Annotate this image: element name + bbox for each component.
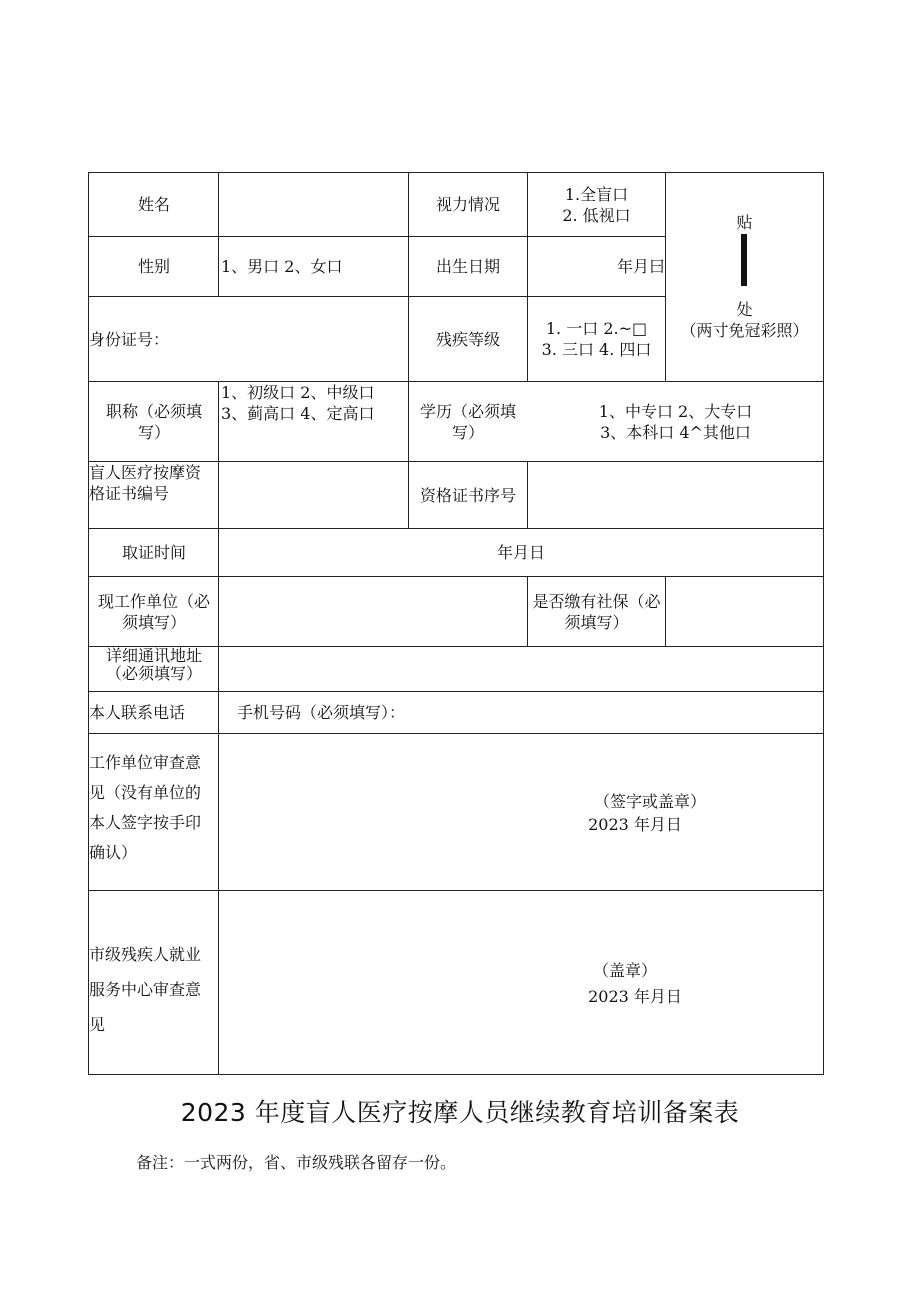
photo-placeholder-bar <box>741 234 747 286</box>
social-security-field[interactable] <box>666 577 823 646</box>
city-review-label: 市级残疾人就业 服务中心审查意 见 <box>89 945 202 1034</box>
education-option-1[interactable]: 1、中专口 2、大专口 <box>598 401 753 421</box>
id-number-label[interactable]: 身份证号： <box>89 329 170 349</box>
name-label: 姓名 <box>137 195 170 214</box>
education-label: 学历（必须填 写） <box>419 401 516 442</box>
footnote: 备注：一式两份，省、市级残联各留存一份。 <box>136 1153 457 1172</box>
name-field[interactable] <box>219 173 408 236</box>
phone-field[interactable]: 手机号码（必须填写）： <box>237 702 406 722</box>
education-option-2[interactable]: 3、本科口 4^其他口 <box>600 422 751 442</box>
photo-label-spec: （两寸免冠彩照） <box>680 321 809 340</box>
form-title: 2023 年度盲人医疗按摩人员继续教育培训备案表 <box>180 1098 740 1127</box>
gender-label: 性别 <box>137 257 170 276</box>
job-title-options[interactable] <box>221 382 408 461</box>
job-title-option-2[interactable]: 3、蓟高口 4、定高口 <box>221 404 375 423</box>
photo-label-place: 处 <box>736 300 753 319</box>
gender-options[interactable]: 1、男口 2、女口 <box>221 257 343 276</box>
employer-label: 现工作单位（必 须填写） <box>97 591 210 632</box>
job-title-label: 职称（必须填 写） <box>105 401 202 442</box>
disability-option-1[interactable]: 1. 一口 2.~□ <box>545 319 648 338</box>
address-field[interactable] <box>219 647 823 690</box>
city-review-date[interactable]: 2023 年月日 <box>588 986 682 1006</box>
employer-sign-hint: （签字或盖章） <box>593 791 706 811</box>
cert-time-label: 取证时间 <box>121 543 186 562</box>
photo-label-paste: 贴 <box>736 212 753 232</box>
birth-label: 出生日期 <box>435 257 500 276</box>
social-security-label: 是否缴有社保（必 须填写） <box>532 591 661 632</box>
address-label: 详细通讯地址 （必须填写） <box>105 646 202 683</box>
cert-number-field[interactable] <box>219 462 408 528</box>
vision-option-2[interactable]: 2. 低视口 <box>562 205 631 225</box>
city-seal-hint: （盖章） <box>592 960 657 980</box>
disability-option-2[interactable]: 3. 三口 4. 四口 <box>541 340 652 359</box>
employer-review-label: 工作单位审查意 见（没有单位的 本人签字按手印 确认） <box>89 753 202 862</box>
disability-options[interactable] <box>528 297 665 381</box>
disability-label: 残疾等级 <box>435 329 500 349</box>
job-title-option-1[interactable]: 1、初级口 2、中级口 <box>221 383 375 402</box>
education-options[interactable] <box>528 382 823 461</box>
cert-number-label: 盲人医疗按摩资 格证书编号 <box>89 463 202 503</box>
employer-field[interactable] <box>219 577 527 646</box>
employer-review-date[interactable]: 2023 年月日 <box>588 814 682 834</box>
birth-field[interactable]: 年月曰 <box>616 257 665 276</box>
cert-serial-field[interactable] <box>528 462 823 528</box>
cert-time-field[interactable]: 年月日 <box>496 543 545 562</box>
photo-area-text <box>666 296 823 344</box>
vision-option-1[interactable]: 1.全盲口 <box>564 184 629 204</box>
cert-serial-label: 资格证书序号 <box>419 485 516 505</box>
phone-label: 本人联系电话 <box>89 702 186 722</box>
vision-options[interactable] <box>528 173 665 236</box>
vision-label: 视力情况 <box>435 195 500 214</box>
